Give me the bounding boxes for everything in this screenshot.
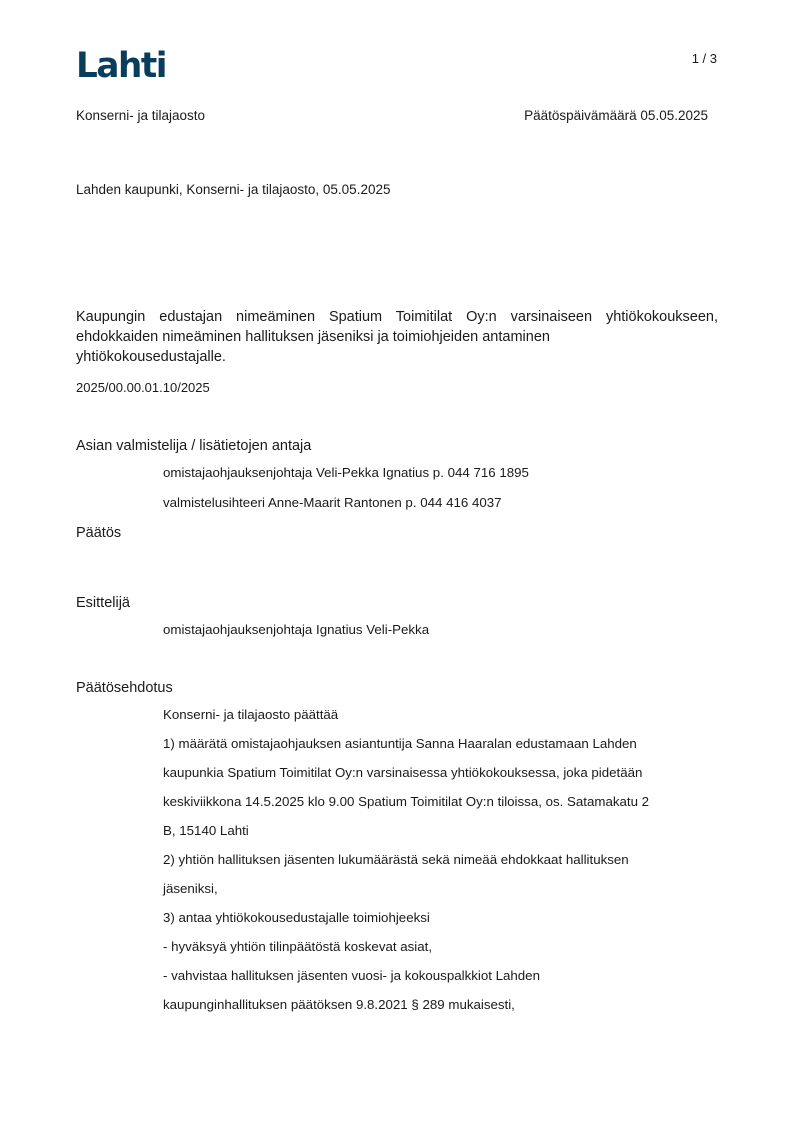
lahti-logo [76,46,168,82]
proposal-line: jäseniksi, [163,881,218,896]
lahti-logo-mark [76,46,168,82]
proposal-line: - hyväksyä yhtiön tilinpäätöstä koskevat asiat, [163,939,433,954]
preparer-heading: Asian valmistelija / lisätietojen antaja [76,438,312,454]
proposal-heading: Päätösehdotus [76,680,173,696]
proposal-line: Konserni- ja tilajaosto päättää [163,707,339,722]
proposal-line: kaupunkia Spatium Toimitilat Oy:n varsinaisessa yhtiökokouksessa, joka pidetään [163,765,643,780]
department-name: Konserni- ja tilajaosto [76,108,206,123]
page-number: 1 / 3 [691,51,717,66]
presenter-name: omistajaohjauksenjohtaja Ignatius Veli-Pekka [163,622,430,637]
proposal-line: - vahvistaa hallituksen jäsenten vuosi- ja kokouspalkkiot Lahden [163,968,540,983]
proposal-line: 3) antaa yhtiökokousedustajalle toimiohjeeksi [163,910,430,925]
document-title [76,307,718,367]
proposal-line: B, 15140 Lahti [163,823,249,838]
presenter-heading: Esittelijä [76,595,130,611]
decision-date: Päätöspäivämäärä 05.05.2025 [524,108,708,123]
proposal-line: keskiviikkona 14.5.2025 klo 9.00 Spatium Toimitilat Oy:n tiloissa, os. Satamakatu 2 [163,794,650,809]
title-line: Kaupungin edustajan nimeäminen Spatium Toimitilat Oy:n varsinaiseen yhtiökokoukseen, [76,309,718,325]
preparer-person: omistajaohjauksenjohtaja Veli-Pekka Ignatius p. 044 716 1895 [163,465,529,480]
diary-number: 2025/00.00.01.10/2025 [76,380,210,395]
proposal-line: 1) määrätä omistajaohjauksen asiantuntija Sanna Haaralan edustamaan Lahden [163,736,637,751]
decision-heading: Päätös [76,525,122,541]
organization-line: Lahden kaupunki, Konserni- ja tilajaosto, 05.05.2025 [76,182,391,197]
title-line: yhtiökokousedustajalle. [76,349,226,365]
preparer-person: valmistelusihteeri Anne-Maarit Rantonen p. 044 416 4037 [163,495,502,510]
proposal-line: 2) yhtiön hallituksen jäsenten lukumäärästä sekä nimeää ehdokkaat hallituksen [163,852,629,867]
svg-text:Lahti: Lahti [76,46,166,82]
proposal-line: kaupunginhallituksen päätöksen 9.8.2021 § 289 mukaisesti, [163,997,515,1012]
title-line: ehdokkaiden nimeäminen hallituksen jäseniksi ja toimiohjeiden antaminen [76,329,550,345]
